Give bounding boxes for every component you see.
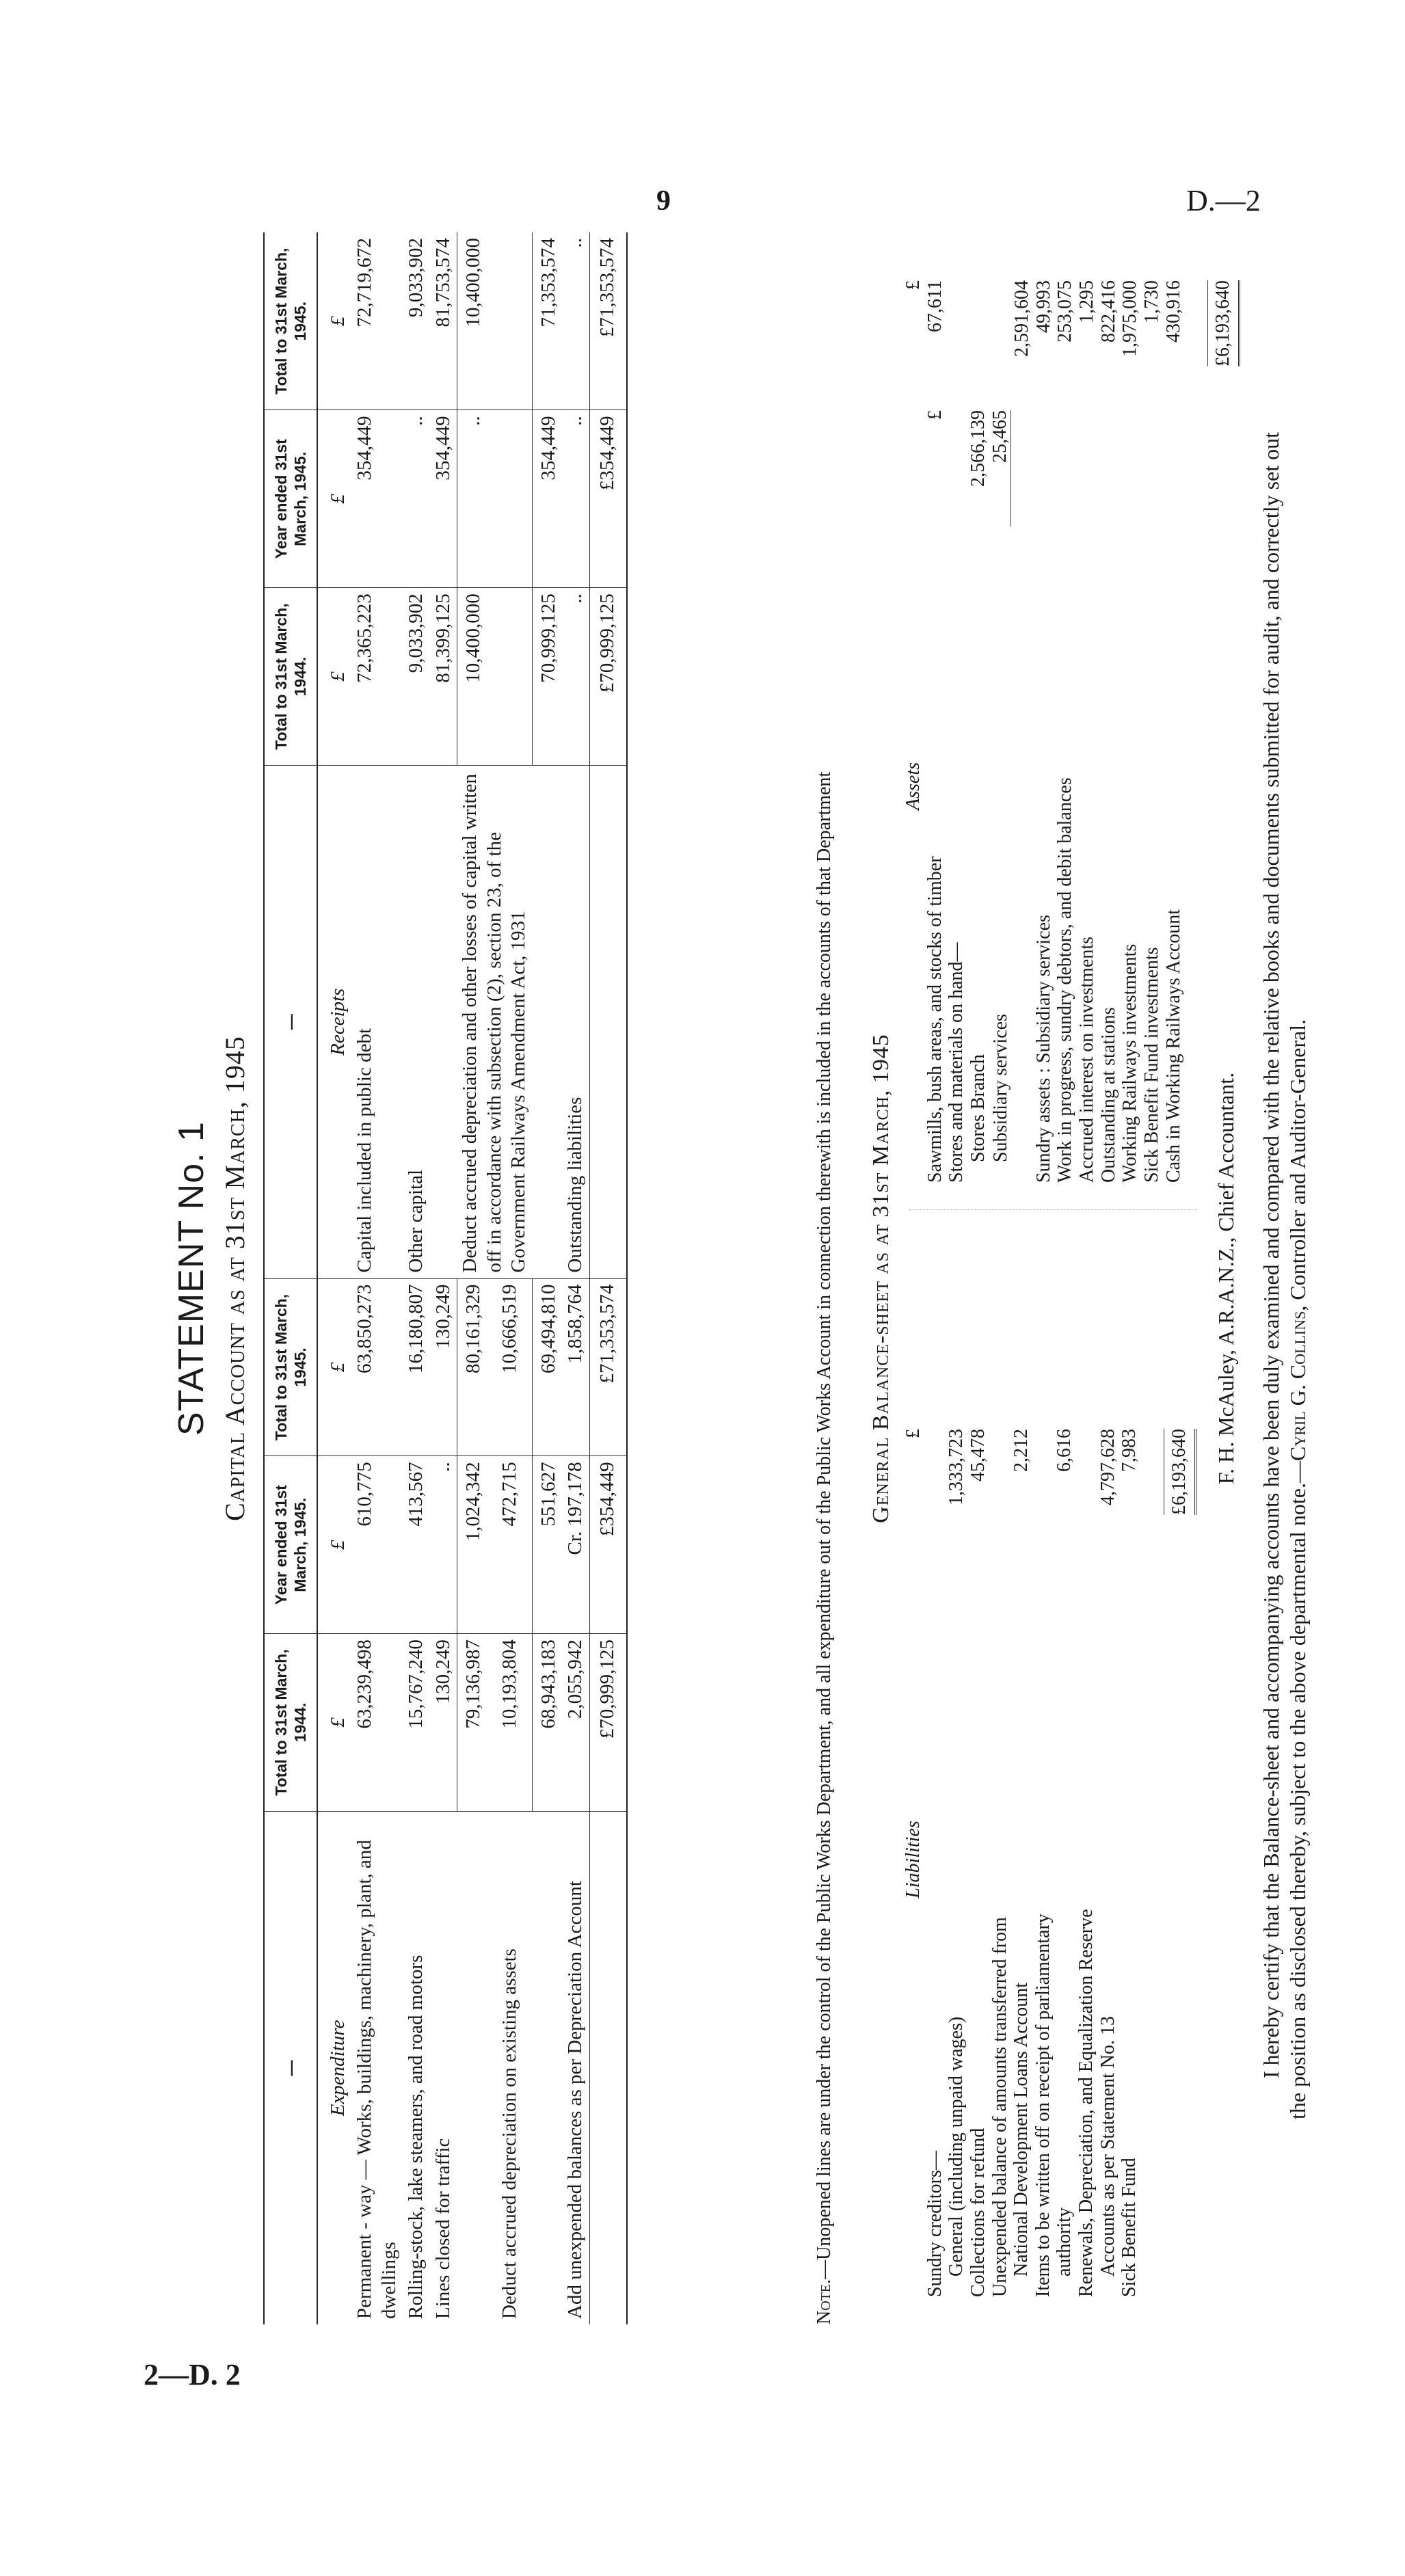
cell-total-1945: 10,400,000 [457,232,532,410]
cell-total-1945: .. [562,232,589,410]
row-label: Rolling-stock, lake steamers, and road motors [405,1955,427,2319]
certificate-suffix: , Controller and Auditor-General. [1285,1019,1311,1311]
table-row [457,232,496,2324]
cell-year-1945: 413,567 [403,1456,429,1634]
cell-total-1944: £70,999,125 [589,1634,627,1812]
item-label: authority [1054,2207,1075,2277]
cell-total-1944: 15,767,240 [403,1634,429,1812]
cell-total-1945: 9,033,902 [403,232,429,410]
cell-total-1945: 69,494,810 [533,1278,563,1456]
list-item [967,1429,989,2297]
table-row [533,232,563,2324]
audit-certificate [1258,410,1311,2119]
item-amount: 2,591,604 [1011,280,1033,357]
cell-year-1945: .. [562,410,589,588]
list-item [946,1429,967,2297]
list-item [1076,280,1098,1183]
item-label: Subsidiary services [989,1014,1011,1162]
cell-total-1944: 70,999,125 [533,588,563,766]
item-amount: 822,416 [1097,280,1119,343]
capital-account-table [263,232,628,2324]
list-item [924,1429,946,2297]
cell-year-1945: .. [457,410,532,588]
row-label [533,765,563,1278]
row-label: Other capital [403,765,429,1278]
item-amount: 67,611 [924,280,946,332]
row-label [589,765,627,1278]
list-item [1011,280,1033,1183]
item-sub-amount: 2,566,139 [967,410,989,487]
item-label: Working Railways investments [1119,943,1141,1183]
list-item [1097,1429,1119,2297]
cell-year-1945: 354,449 [430,410,457,588]
row-label [589,1811,627,2324]
cell-total-1945: 1,858,764 [562,1278,589,1456]
item-label: National Development Loans Account [1011,1983,1032,2277]
item-sub-amount: 25,465 [989,410,1012,526]
liabilities-total: £6,193,640 [1164,1429,1196,1515]
item-amount: 4,797,628 [1097,1429,1119,1505]
item-label: Accrued interest on investments [1076,936,1097,1183]
cell-total-1945: 63,850,273 [351,1278,403,1456]
cell-total-1945: 72,719,672 [351,232,403,410]
item-amount: 2,212 [1011,1429,1032,1472]
list-item [1033,280,1055,1183]
cell-total-1944: .. [562,588,589,766]
cell-total-1945: 16,180,807 [403,1278,429,1456]
cell-total-1944: 9,033,902 [403,588,429,766]
cell-year-1945: .. [430,1456,457,1634]
item-label: Unexpended balance of amounts transferred from [989,1917,1011,2297]
item-label: Sundry assets : Subsidiary services [1032,915,1054,1183]
table-row [351,232,403,2324]
list-item [1119,1429,1140,2297]
item-amount: 49,993 [1032,280,1054,333]
list-item [967,280,989,1183]
row-label: Lines closed for traffic [431,2138,454,2319]
item-label: Sawmills, bush areas, and stocks of timber [924,856,946,1183]
row-label: Permanent - way — Works, buildings, machinery, plant, and dwellings [353,1840,400,2319]
currency-symbol: £ [924,410,946,420]
item-label: Cash in Working Railways Account [1162,909,1184,1183]
certificate-text: I hereby certify that the Balance-sheet and accompanying accounts have been duly examined and compared with the relative books and documents submitted for audit, and correctly set out the position as disclosed thereby, subject to the above departmental note.— [1259,431,1311,2119]
cell-year-1945: £354,449 [589,1456,627,1634]
row-label [457,1811,496,2324]
item-label: Sundry creditors— [924,2151,946,2297]
item-amount: 253,075 [1054,280,1076,343]
capital-account-title: Capital Account as at 31st March, 1945 [219,1036,250,1521]
cell-total-1945: 10,666,519 [496,1278,532,1456]
row-label: Capital included in public debt [351,765,403,1278]
item-label: Stores Branch [967,1054,989,1162]
footnote [814,232,835,2324]
item-amount: 1,295 [1076,280,1097,323]
item-amount: 430,916 [1162,280,1184,343]
item-label: Sick Benefit Fund investments [1140,947,1162,1183]
liabilities-section [902,1429,1196,2297]
cell-total-1944: 2,055,942 [562,1634,589,1812]
list-item [1011,1429,1032,2297]
currency-symbol: £ [317,410,351,588]
cell-total-1944: 68,943,183 [533,1634,563,1812]
column-header-year-1945: Year ended 31st March, 1945. [264,1456,317,1634]
list-item [946,280,967,1183]
cell-total-1944: 63,239,498 [351,1634,403,1812]
document-reference-top: D.—2 [1186,184,1261,217]
list-item [1075,1429,1097,2297]
cell-year-1945: 354,449 [351,410,403,588]
cell-total-1944: £70,999,125 [589,588,627,766]
row-label [533,1811,563,2324]
receipts-heading: Receipts [317,765,351,1278]
assets-total: £6,193,640 [1207,280,1240,366]
cell-year-1945: Cr. 197,178 [562,1456,589,1634]
cell-total-1945: 80,161,329 [457,1278,496,1456]
table-row [317,232,351,2324]
currency-symbol: £ [902,1429,924,1438]
balance-sheet-title: General Balance-sheet as at 31st March, 1945 [868,1034,894,1523]
currency-symbol: £ [317,588,351,766]
cell-year-1945: 354,449 [533,410,563,588]
item-label: Sick Benefit Fund [1119,2158,1140,2297]
item-label: Items to be written off on receipt of parliamentary [1032,1914,1054,2297]
expenditure-heading: Expenditure [327,2020,349,2117]
table-header-row [264,232,317,2324]
list-item [924,280,946,1183]
item-label: Stores and materials on hand— [946,942,967,1183]
statement-title: STATEMENT No. 1 [172,1121,211,1436]
list-item [1098,280,1120,1183]
footnote-text: —Unopened lines are under the control of the Public Works Department, and all expenditure out of the Public Works Account in connection therewith is included in the accounts of that Department [814,771,835,2279]
cell-year-1945: .. [403,410,429,588]
column-header-blank: — [264,1811,317,2324]
row-label: Deduct accrued depreciation on existing assets [498,1948,521,2319]
item-label: Renewals, Depreciation, and Equalization Reserve [1075,1909,1097,2297]
page-number: 9 [656,185,671,217]
cell-total-1945: 130,249 [430,1278,457,1456]
cell-year-1945: 551,627 [533,1456,563,1634]
cell-total-1944: 79,136,987 [457,1634,496,1812]
cell-total-1945: £71,353,574 [589,232,627,410]
cell-total-1944: 10,193,804 [496,1634,532,1812]
table-row [403,232,429,2324]
column-header-total-1944: Total to 31st March, 1944. [264,1634,317,1812]
cell-year-1945: 610,775 [351,1456,403,1634]
table-row [589,232,627,2324]
cell-total-1944: 72,365,223 [351,588,403,766]
cell-year-1945: £354,449 [589,410,627,588]
cell-total-1944: 81,399,125 [430,588,457,766]
list-item [1032,1429,1054,2297]
currency-symbol: £ [317,1634,351,1812]
item-label: General (including unpaid wages) [946,2016,967,2277]
document-reference-bottom: 2—D. 2 [144,2358,241,2391]
list-item [1163,280,1185,1183]
item-label: Accounts as per Statement No. 13 [1097,2015,1119,2277]
column-header-total-1945: Total to 31st March, 1945. [264,232,317,410]
list-item [1054,280,1076,1183]
list-item [989,280,1012,1183]
certificate-signatory: Cyril G. Collins [1285,1311,1311,1461]
column-header-total-1944: Total to 31st March, 1944. [264,588,317,766]
list-item [1141,280,1163,1183]
row-label: Deduct accrued depreciation and other losses of capital written off in accordance with subsection (2), section 23, of the Government Railways Amendment Act, 1931 [457,765,532,1278]
item-label: Outstanding at stations [1097,1007,1119,1183]
item-amount: 1,730 [1140,280,1162,323]
balance-sheet-divider [909,1209,1196,1210]
cell-total-1945: 71,353,574 [533,232,563,410]
footnote-prefix: Note. [814,2279,835,2324]
item-amount: 1,975,000 [1119,280,1141,357]
rotated-page-content [130,232,1311,2324]
currency-symbol: £ [317,232,351,410]
list-item [1119,280,1141,1183]
currency-symbol: £ [902,280,924,290]
table-row [562,232,589,2324]
row-label: Outstanding liabilities [562,765,589,1278]
column-header-year-1945: Year ended 31st March, 1945. [264,410,317,588]
cell-total-1944: 10,400,000 [457,588,532,766]
item-amount: 7,983 [1119,1429,1140,1472]
list-item [989,1429,1011,2297]
list-item [1054,1429,1075,2297]
item-amount: 45,478 [967,1429,989,1481]
cell-year-1945: 1,024,342 [457,1456,496,1634]
cell-total-1945: 81,753,574 [430,232,457,410]
item-amount: 6,616 [1054,1429,1075,1472]
row-label [430,765,457,1278]
liabilities-heading: Liabilities [902,1821,924,1899]
assets-section [902,280,1240,1183]
item-label: Work in progress, sundry debtors, and debit balances [1054,777,1076,1183]
column-header-total-1945: Total to 31st March, 1945. [264,1278,317,1456]
table-row [430,232,457,2324]
cell-total-1944: 130,249 [430,1634,457,1812]
row-label: Add unexpended balances as per Depreciation Account [564,1881,587,2319]
item-label: Collections for refund [967,2128,989,2297]
column-header-blank: — [264,765,317,1278]
cell-year-1945: 472,715 [496,1456,532,1634]
assets-heading: Assets [902,762,924,810]
currency-symbol: £ [317,1456,351,1634]
item-amount: 1,333,723 [946,1429,967,1505]
cell-total-1945: £71,353,574 [589,1278,627,1456]
currency-symbol: £ [317,1278,351,1456]
accountant-signature: F. H. McAuley, A.R.A.N.Z., Chief Accountant. [1214,1072,1238,1485]
